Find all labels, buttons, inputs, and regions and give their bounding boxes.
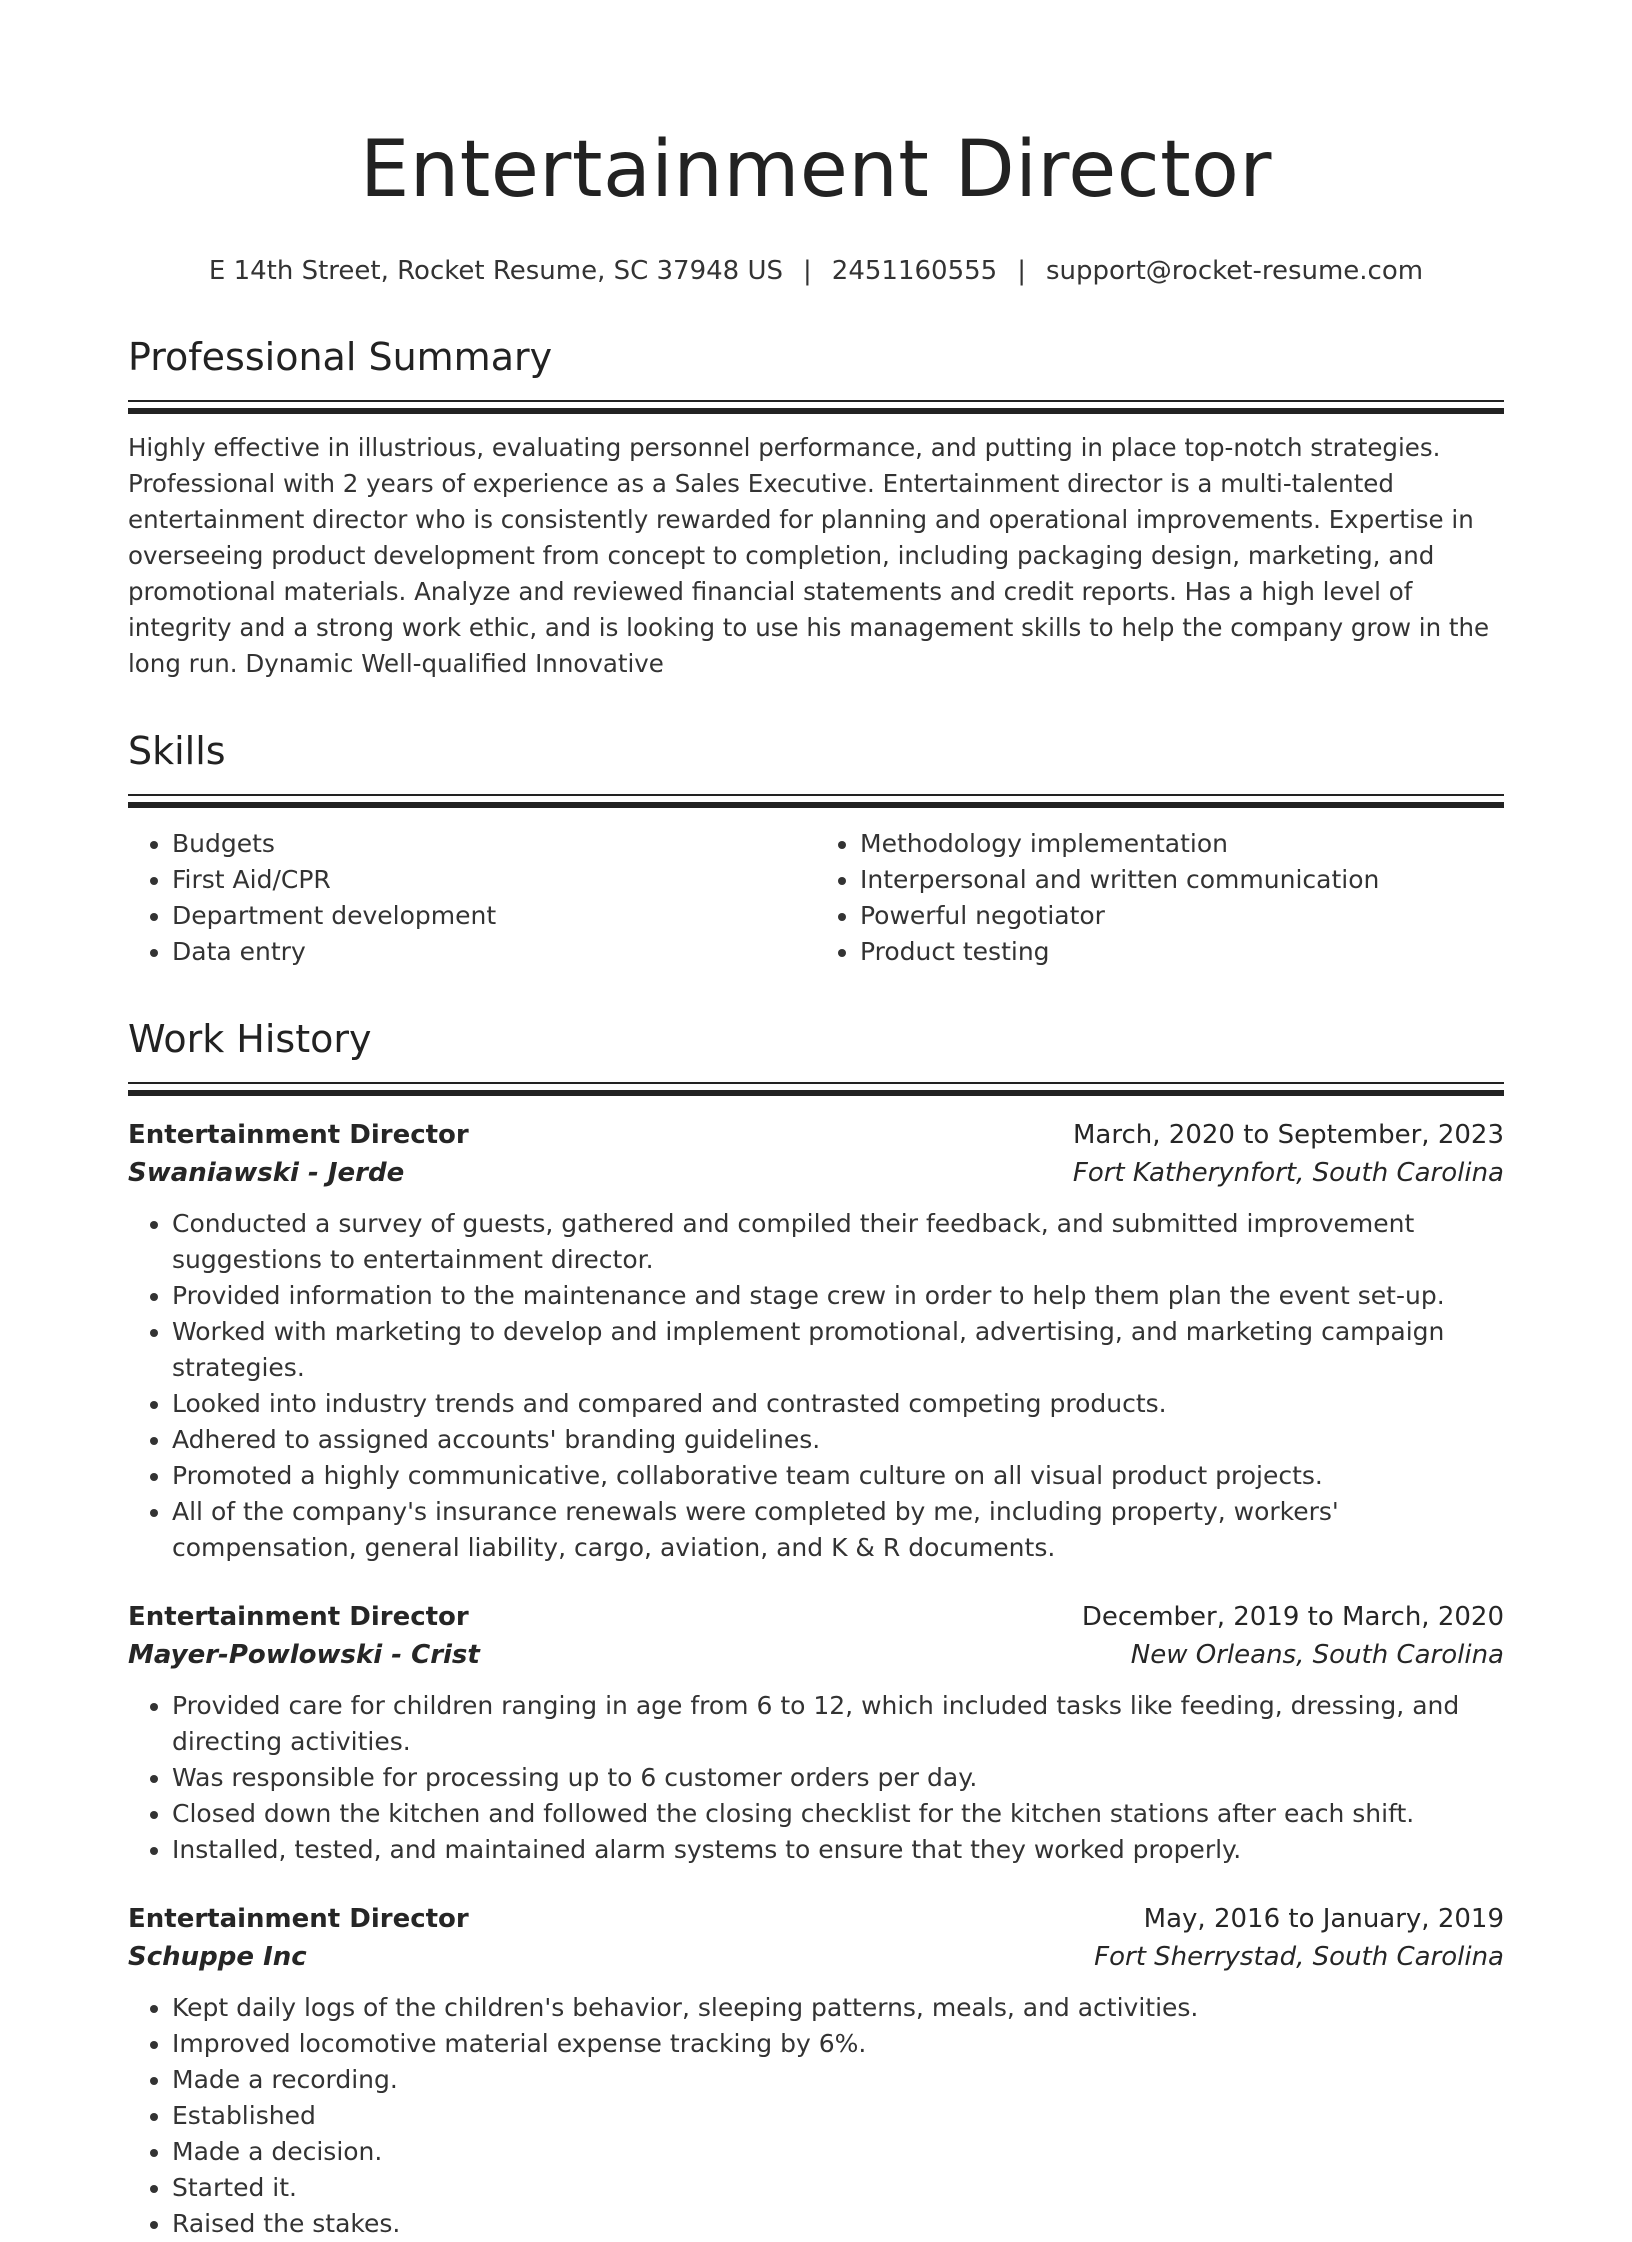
contact-address: E 14th Street, Rocket Resume, SC 37948 US [208,256,784,286]
job-title: Entertainment Director [128,1602,469,1632]
duty-item: • All of the company's insurance renewals were completed by me, including property, workers' compensation, general liability, cargo, aviation, and K & R documents. [172,1494,1504,1566]
duty-item: • Made a recording. [172,2062,1504,2098]
job-duties [128,1206,1504,1566]
section-divider [128,400,1504,414]
job-location: Fort Katherynfort, South Carolina [1072,1158,1504,1188]
contact-phone: 2451160555 [831,256,998,286]
duty-item: • Improved locomotive material expense tracking by 6%. [172,2026,1504,2062]
skill-item: • First Aid/CPR [172,862,816,898]
skill-item: • Interpersonal and written communication [860,862,1504,898]
job-company: Mayer-Powlowski - Crist [128,1640,480,1670]
skill-item: • Department development [172,898,816,934]
contact-line [128,254,1504,288]
summary-section [128,334,1504,682]
skills-title: Skills [128,729,226,773]
resume-name: Entertainment Director [360,125,1272,215]
duty-item: • Established [172,2098,1504,2134]
job-dates: March, 2020 to September, 2023 [1073,1120,1504,1150]
skills-list-right [816,826,1504,970]
job-entry [128,1900,1504,2242]
duty-item: • Closed down the kitchen and followed the closing checklist for the kitchen stations after each shift. [172,1796,1504,1832]
duty-item: • Worked with marketing to develop and implement promotional, advertising, and marketing campaign strategies. [172,1314,1504,1386]
skill-item: • Data entry [172,934,816,970]
job-dates: May, 2016 to January, 2019 [1143,1904,1504,1934]
duty-item: • Adhered to assigned accounts' branding guidelines. [172,1422,1504,1458]
job-location: Fort Sherrystad, South Carolina [1094,1942,1504,1972]
skill-item: • Powerful negotiator [860,898,1504,934]
job-company: Schuppe Inc [128,1942,307,1972]
duty-item: • Raised the stakes. [172,2206,1504,2242]
skill-item: • Budgets [172,826,816,862]
skills-section [128,728,1504,970]
job-location: New Orleans, South Carolina [1130,1640,1504,1670]
job-duties [128,1990,1504,2242]
contact-separator: | [1017,256,1026,286]
duty-item: • Promoted a highly communicative, collaborative team culture on all visual product projects. [172,1458,1504,1494]
contact-email: support@rocket-resume.com [1045,256,1424,286]
duty-item: • Provided care for children ranging in age from 6 to 12, which included tasks like feeding, dressing, and directing activities. [172,1688,1504,1760]
contact-separator: | [803,256,812,286]
job-title: Entertainment Director [128,1904,469,1934]
job-entry [128,1116,1504,1566]
duty-item: • Provided information to the maintenance and stage crew in order to help them plan the event set-up. [172,1278,1504,1314]
skill-item: • Product testing [860,934,1504,970]
duty-item: • Conducted a survey of guests, gathered and compiled their feedback, and submitted improvement suggestions to entertainment director. [172,1206,1504,1278]
section-divider [128,1082,1504,1096]
job-duties [128,1688,1504,1868]
duty-item: • Made a decision. [172,2134,1504,2170]
job-dates: December, 2019 to March, 2020 [1081,1602,1504,1632]
section-divider [128,794,1504,808]
skill-item: • Methodology implementation [860,826,1504,862]
skills-columns [128,826,1504,970]
duty-item: • Kept daily logs of the children's behavior, sleeping patterns, meals, and activities. [172,1990,1504,2026]
skills-list-left [128,826,816,970]
duty-item: • Installed, tested, and maintained alarm systems to ensure that they worked properly. [172,1832,1504,1868]
work-history-section [128,1016,1504,2242]
duty-item: • Was responsible for processing up to 6 customer orders per day. [172,1760,1504,1796]
summary-title: Professional Summary [128,335,553,379]
duty-item: • Looked into industry trends and compared and contrasted competing products. [172,1386,1504,1422]
duty-item: • Started it. [172,2170,1504,2206]
job-company: Swaniawski - Jerde [128,1158,405,1188]
work-history-title: Work History [128,1017,372,1061]
job-entry [128,1598,1504,1868]
job-title: Entertainment Director [128,1120,469,1150]
summary-text: Highly effective in illustrious, evaluating personnel performance, and putting in place top-notch strategies. Professional with 2 years of experience as a Sales Executive. Entertainment director is a multi-talented entertainment director who is consistently rewarded for planning and operational improvements. Expertise in overseeing product development from concept to completion, including packaging design, marketing, and promotional materials. Analyze and reviewed financial statements and credit reports. Has a high level of integrity and a strong work ethic, and is looking to use his management skills to help the company grow in the long run. Dynamic Well-qualified Innovative [128,433,1490,678]
